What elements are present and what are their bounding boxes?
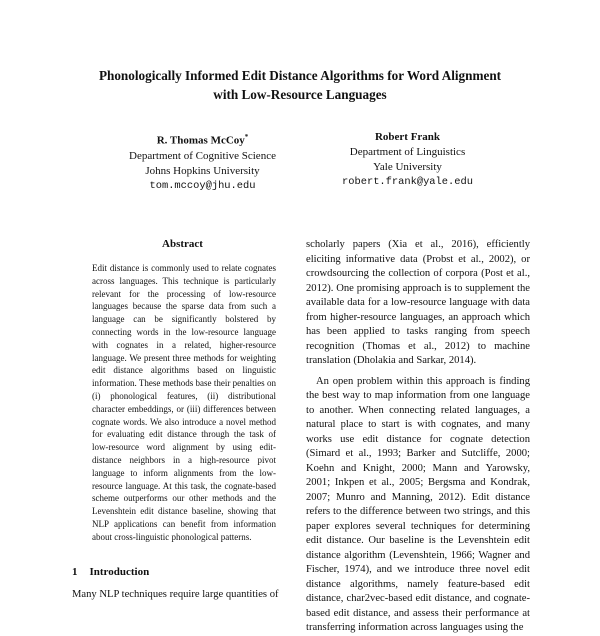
author-department: Department of Linguistics (349, 146, 466, 158)
author-footnote-mark: * (244, 133, 249, 141)
paragraph: scholarly papers (Xia et al., 2016), efficiently eliciting informative data (Probst et al., 2002), or crowdsourcing the collection of corpora (Post et al., 2012). One promising approach is to supplement the available data for a low-resource language with data from higher-resource languages, an approach which has been applied to tasks ranging from speech recognition (Thomas et al., 2012) to machine translation (Dholakia and Sarkar, 2014). (306, 239, 530, 366)
author-name: Robert Frank (374, 131, 441, 143)
abstract-heading: Abstract (162, 238, 203, 250)
author-department: Department of Cognitive Science (129, 149, 276, 162)
author-affiliation: Yale University (373, 161, 442, 173)
author-email: tom.mccoy@jhu.edu (149, 179, 256, 192)
abstract-text: Edit distance is commonly used to relate cognates across languages. This technique is particularly relevant for the processing of low-resource languages because the sparse data from such a language can be significantly bolstered by connecting words in the low-resource language with cognates in a related, higher-resource language. We present three methods for weighting edit distance algorithms based on linguistic information. These methods base their penalties on (i) phonological features, (ii) distributional character embeddings, or (iii) differences between cognate words. We also introduce a novel method for evaluating edit distance through the task of low-resource word alignment by using edit-distance neighbors in a high-resource pivot language to inform alignments from the low-resource language. At this task, the cognate-based scheme outperforms our other methods and the Levenshtein edit distance baseline, showing that NLP applications can benefit from information about cross-linguistic phonological patterns. (92, 263, 276, 542)
right-column (306, 238, 530, 636)
paper-title (0, 66, 600, 104)
paragraph: An open problem within this approach is finding the best way to map information from one language to another. When connecting related languages, a natural place to start is with cognates, and many works use edit distance for cognate detection (Simard et al., 1993; Barker and Sutcliffe, 2000; Koehn and Knight, 2000; Mann and Yarowsky, 2001; Inkpen et al., 2005; Bergsma and Kondrak, 2007; Munro and Manning, 2012). Edit distance refers to the difference between two strings, and this paper explores several techniques for determining edit distance. Our baseline is the Levenshtein edit distance algorithm (Levenshtein, 1966; Wagner and Fischer, 1974), and we introduce three novel edit distance algorithms, namely feature-based edit distance, char2vec-based edit distance, and cognate-based edit distance, and assess their performance at transferring information across languages using the (306, 375, 530, 633)
author-email: robert.frank@yale.edu (342, 176, 473, 188)
title-line-1: Phonologically Informed Edit Distance Algorithms for Word Alignment (98, 68, 502, 83)
author-block-2 (300, 130, 515, 190)
author-name: R. Thomas McCoy (156, 134, 245, 147)
section-heading (72, 566, 149, 578)
title-line-2: with Low-Resource Languages (213, 87, 387, 102)
section-number: 1 (72, 566, 78, 578)
introduction-text: Many NLP techniques require large quantities of (72, 589, 279, 600)
author-affiliation: Johns Hopkins University (145, 164, 260, 177)
section-title: Introduction (89, 566, 150, 578)
author-block-1 (95, 130, 310, 194)
